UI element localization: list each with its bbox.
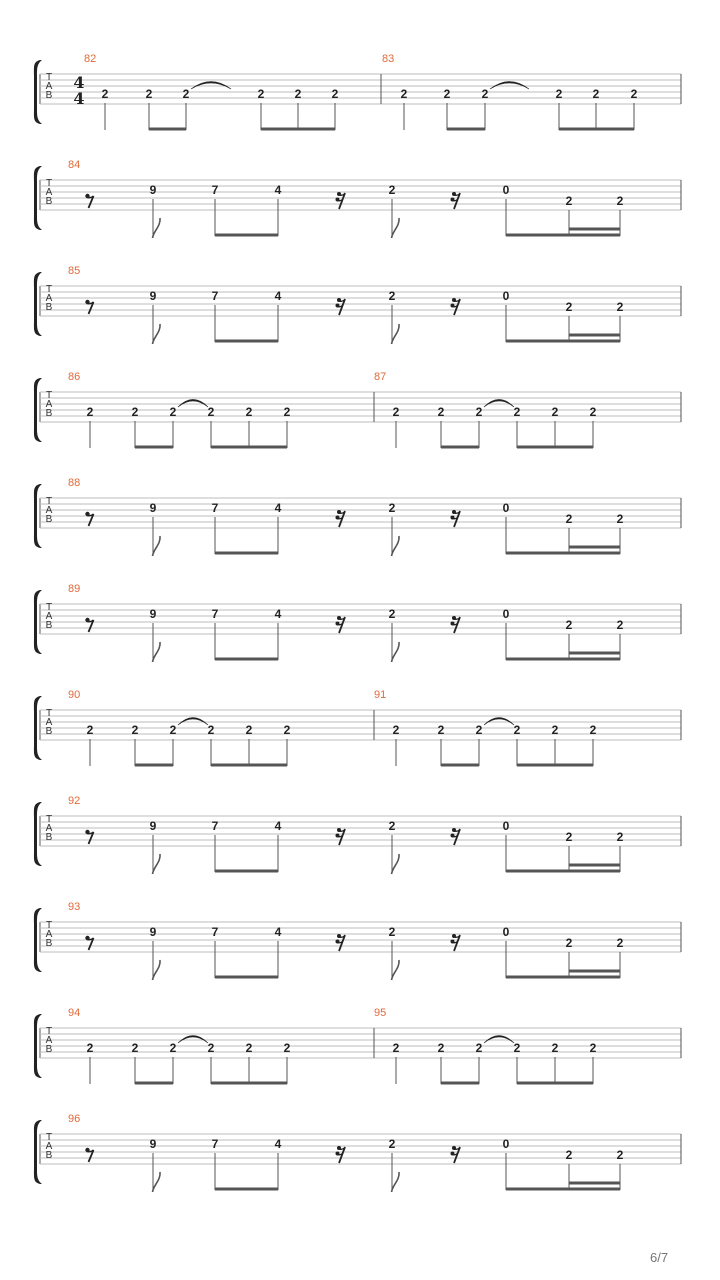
fret-number: 2 [245, 723, 253, 737]
fret-number: 9 [149, 607, 157, 621]
fret-number: 2 [565, 936, 573, 950]
fret-number: 2 [400, 87, 408, 101]
fret-number: 2 [169, 405, 177, 419]
measure-number: 88 [68, 477, 81, 489]
fret-number: 2 [565, 300, 573, 314]
note-beam [555, 764, 593, 767]
fret-number: 2 [616, 194, 624, 208]
fret-number: 2 [388, 819, 396, 833]
fret-number: 2 [475, 723, 483, 737]
fret-number: 2 [169, 723, 177, 737]
note-beam [517, 446, 555, 449]
tab-system [34, 583, 681, 662]
note-beam [569, 334, 620, 337]
note-beam [298, 128, 335, 131]
tie-arc [484, 718, 514, 726]
fret-number: 7 [211, 607, 219, 621]
fret-number: 2 [551, 1041, 559, 1055]
note-flag [153, 854, 161, 874]
note-flag [392, 536, 400, 556]
fret-number: 2 [131, 405, 139, 419]
fret-number: 0 [502, 183, 510, 197]
fret-number: 0 [502, 501, 510, 515]
note-beam [249, 446, 287, 449]
note-beam [215, 658, 278, 661]
fret-number: 2 [592, 87, 600, 101]
fret-number: 2 [481, 87, 489, 101]
fret-number: 2 [589, 1041, 597, 1055]
note-beam [506, 976, 620, 979]
tie-arc [191, 82, 231, 90]
fret-number: 4 [274, 501, 282, 515]
fret-number: 2 [589, 723, 597, 737]
note-flag [392, 854, 400, 874]
fret-number: 4 [274, 183, 282, 197]
tab-clef-letter: A [45, 929, 53, 940]
fret-number: 2 [331, 87, 339, 101]
tab-system [34, 1113, 681, 1192]
fret-number: 4 [274, 819, 282, 833]
fret-number: 2 [388, 607, 396, 621]
fret-number: 2 [565, 512, 573, 526]
tab-clef-letter: B [45, 938, 53, 949]
measure-number: 96 [68, 1113, 81, 1125]
fret-number: 2 [589, 405, 597, 419]
fret-number: 2 [207, 723, 215, 737]
fret-number: 2 [443, 87, 451, 101]
tab-clef-letter: A [45, 293, 53, 304]
fret-number: 2 [565, 618, 573, 632]
fret-number: 2 [86, 723, 94, 737]
fret-number: 0 [502, 607, 510, 621]
measure-number: 95 [374, 1007, 387, 1019]
fret-number: 9 [149, 925, 157, 939]
tab-clef-letter: B [45, 620, 53, 631]
fret-number: 2 [630, 87, 638, 101]
note-beam [249, 764, 287, 767]
fret-number: 4 [274, 925, 282, 939]
fret-number: 2 [437, 723, 445, 737]
tie-arc [178, 400, 208, 408]
note-beam [215, 870, 278, 873]
fret-number: 0 [502, 289, 510, 303]
fret-number: 2 [551, 723, 559, 737]
note-flag [392, 218, 400, 238]
fret-number: 2 [101, 87, 109, 101]
note-beam [569, 864, 620, 867]
tab-clef-letter: B [45, 514, 53, 525]
fret-number: 2 [513, 405, 521, 419]
time-signature-denominator: 4 [73, 89, 85, 108]
fret-number: 2 [565, 830, 573, 844]
measure-number: 94 [68, 1007, 81, 1019]
measure-number: 87 [374, 371, 387, 383]
note-beam [149, 128, 186, 131]
note-beam [569, 228, 620, 231]
tab-clef-letter: A [45, 823, 53, 834]
fret-number: 9 [149, 819, 157, 833]
tab-clef-letter: A [45, 505, 53, 516]
tab-clef-letter: T [45, 1132, 53, 1143]
note-beam [569, 970, 620, 973]
note-flag [392, 324, 400, 344]
tab-clef-letter: A [45, 1035, 53, 1046]
fret-number: 2 [565, 1148, 573, 1162]
fret-number: 2 [207, 1041, 215, 1055]
fret-number: 7 [211, 501, 219, 515]
fret-number: 2 [86, 405, 94, 419]
time-signature-numerator: 4 [73, 73, 85, 92]
note-beam [135, 764, 173, 767]
measure-number: 83 [382, 53, 395, 65]
fret-number: 2 [616, 618, 624, 632]
note-beam [249, 1082, 287, 1085]
tab-clef-letter: T [45, 1026, 53, 1037]
fret-number: 2 [182, 87, 190, 101]
tab-system [34, 477, 681, 556]
tab-clef-letter: A [45, 399, 53, 410]
note-beam [135, 446, 173, 449]
fret-number: 2 [475, 1041, 483, 1055]
tie-arc [178, 718, 208, 726]
tie-arc [490, 82, 529, 90]
note-beam [569, 546, 620, 549]
fret-number: 2 [616, 1148, 624, 1162]
note-beam [215, 1188, 278, 1191]
measure-number: 92 [68, 795, 81, 807]
note-beam [441, 446, 479, 449]
fret-number: 0 [502, 1137, 510, 1151]
fret-number: 2 [392, 723, 400, 737]
note-beam [506, 340, 620, 343]
note-beam [506, 658, 620, 661]
tab-clef-letter: A [45, 187, 53, 198]
note-beam [596, 128, 634, 131]
note-beam [506, 870, 620, 873]
tab-clef-letter: B [45, 90, 53, 101]
tie-arc [484, 400, 514, 408]
note-flag [153, 1172, 161, 1192]
fret-number: 2 [513, 723, 521, 737]
fret-number: 2 [283, 405, 291, 419]
fret-number: 7 [211, 819, 219, 833]
fret-number: 2 [388, 925, 396, 939]
fret-number: 2 [245, 1041, 253, 1055]
note-beam [215, 552, 278, 555]
note-flag [392, 1172, 400, 1192]
tab-clef-letter: T [45, 390, 53, 401]
note-beam [215, 976, 278, 979]
fret-number: 2 [86, 1041, 94, 1055]
tab-clef-letter: A [45, 1141, 53, 1152]
fret-number: 2 [616, 512, 624, 526]
tab-clef-letter: T [45, 708, 53, 719]
fret-number: 2 [388, 183, 396, 197]
note-beam [555, 446, 593, 449]
note-flag [153, 642, 161, 662]
tab-system [34, 159, 681, 238]
tab-system [34, 371, 681, 449]
fret-number: 2 [131, 723, 139, 737]
note-flag [153, 960, 161, 980]
note-beam [211, 764, 249, 767]
tab-clef-letter: T [45, 496, 53, 507]
fret-number: 9 [149, 501, 157, 515]
fret-number: 2 [388, 501, 396, 515]
note-beam [441, 1082, 479, 1085]
measure-number: 85 [68, 265, 81, 277]
fret-number: 7 [211, 925, 219, 939]
fret-number: 2 [257, 87, 265, 101]
page-number: 6/7 [650, 1250, 669, 1265]
fret-number: 4 [274, 607, 282, 621]
measure-number: 90 [68, 689, 81, 701]
note-beam [517, 764, 555, 767]
fret-number: 7 [211, 183, 219, 197]
fret-number: 2 [388, 1137, 396, 1151]
fret-number: 2 [145, 87, 153, 101]
measure-number: 86 [68, 371, 81, 383]
fret-number: 2 [616, 830, 624, 844]
tab-clef-letter: A [45, 611, 53, 622]
note-beam [506, 234, 620, 237]
note-beam [215, 234, 278, 237]
tab-clef-letter: T [45, 284, 53, 295]
fret-number: 2 [131, 1041, 139, 1055]
note-flag [392, 960, 400, 980]
fret-number: 7 [211, 289, 219, 303]
fret-number: 2 [555, 87, 563, 101]
fret-number: 2 [245, 405, 253, 419]
tab-system [34, 1007, 681, 1085]
measure-number: 91 [374, 689, 387, 701]
fret-number: 2 [551, 405, 559, 419]
fret-number: 4 [274, 1137, 282, 1151]
fret-number: 2 [565, 194, 573, 208]
note-flag [153, 324, 161, 344]
note-beam [569, 652, 620, 655]
measure-number: 89 [68, 583, 81, 595]
tab-clef-letter: A [45, 717, 53, 728]
note-beam [135, 1082, 173, 1085]
fret-number: 2 [392, 1041, 400, 1055]
fret-number: 2 [283, 723, 291, 737]
tab-clef-letter: T [45, 72, 53, 83]
tab-clef-letter: T [45, 920, 53, 931]
note-beam [506, 1188, 620, 1191]
fret-number: 2 [392, 405, 400, 419]
fret-number: 2 [513, 1041, 521, 1055]
note-beam [441, 764, 479, 767]
fret-number: 0 [502, 819, 510, 833]
note-beam [569, 1182, 620, 1185]
tab-clef-letter: B [45, 1150, 53, 1161]
fret-number: 9 [149, 1137, 157, 1151]
fret-number: 2 [475, 405, 483, 419]
tab-clef-letter: B [45, 832, 53, 843]
fret-number: 2 [294, 87, 302, 101]
note-beam [555, 1082, 593, 1085]
tab-system [34, 265, 681, 344]
note-beam [215, 340, 278, 343]
note-flag [153, 218, 161, 238]
note-beam [261, 128, 298, 131]
note-beam [559, 128, 596, 131]
measure-number: 93 [68, 901, 81, 913]
fret-number: 2 [616, 936, 624, 950]
fret-number: 2 [388, 289, 396, 303]
note-beam [506, 552, 620, 555]
note-flag [392, 642, 400, 662]
tab-system [34, 53, 681, 131]
tie-arc [178, 1036, 208, 1044]
tab-clef-letter: T [45, 814, 53, 825]
note-beam [211, 446, 249, 449]
measure-number: 84 [68, 159, 81, 171]
tie-arc [484, 1036, 514, 1044]
note-beam [517, 1082, 555, 1085]
tab-system [34, 901, 681, 980]
tab-system [34, 689, 681, 767]
tab-clef-letter: T [45, 602, 53, 613]
measure-number: 82 [84, 53, 97, 65]
tab-clef-letter: T [45, 178, 53, 189]
tab-clef-letter: A [45, 81, 53, 92]
fret-number: 2 [616, 300, 624, 314]
note-beam [447, 128, 485, 131]
tab-clef-letter: B [45, 302, 53, 313]
fret-number: 0 [502, 925, 510, 939]
fret-number: 2 [169, 1041, 177, 1055]
note-beam [211, 1082, 249, 1085]
fret-number: 4 [274, 289, 282, 303]
note-flag [153, 536, 161, 556]
fret-number: 2 [283, 1041, 291, 1055]
fret-number: 7 [211, 1137, 219, 1151]
tab-clef-letter: B [45, 196, 53, 207]
fret-number: 2 [437, 405, 445, 419]
tab-clef-letter: B [45, 1044, 53, 1055]
fret-number: 9 [149, 289, 157, 303]
fret-number: 2 [437, 1041, 445, 1055]
tab-clef-letter: B [45, 726, 53, 737]
tab-clef-letter: B [45, 408, 53, 419]
fret-number: 9 [149, 183, 157, 197]
tab-system [34, 795, 681, 874]
fret-number: 2 [207, 405, 215, 419]
